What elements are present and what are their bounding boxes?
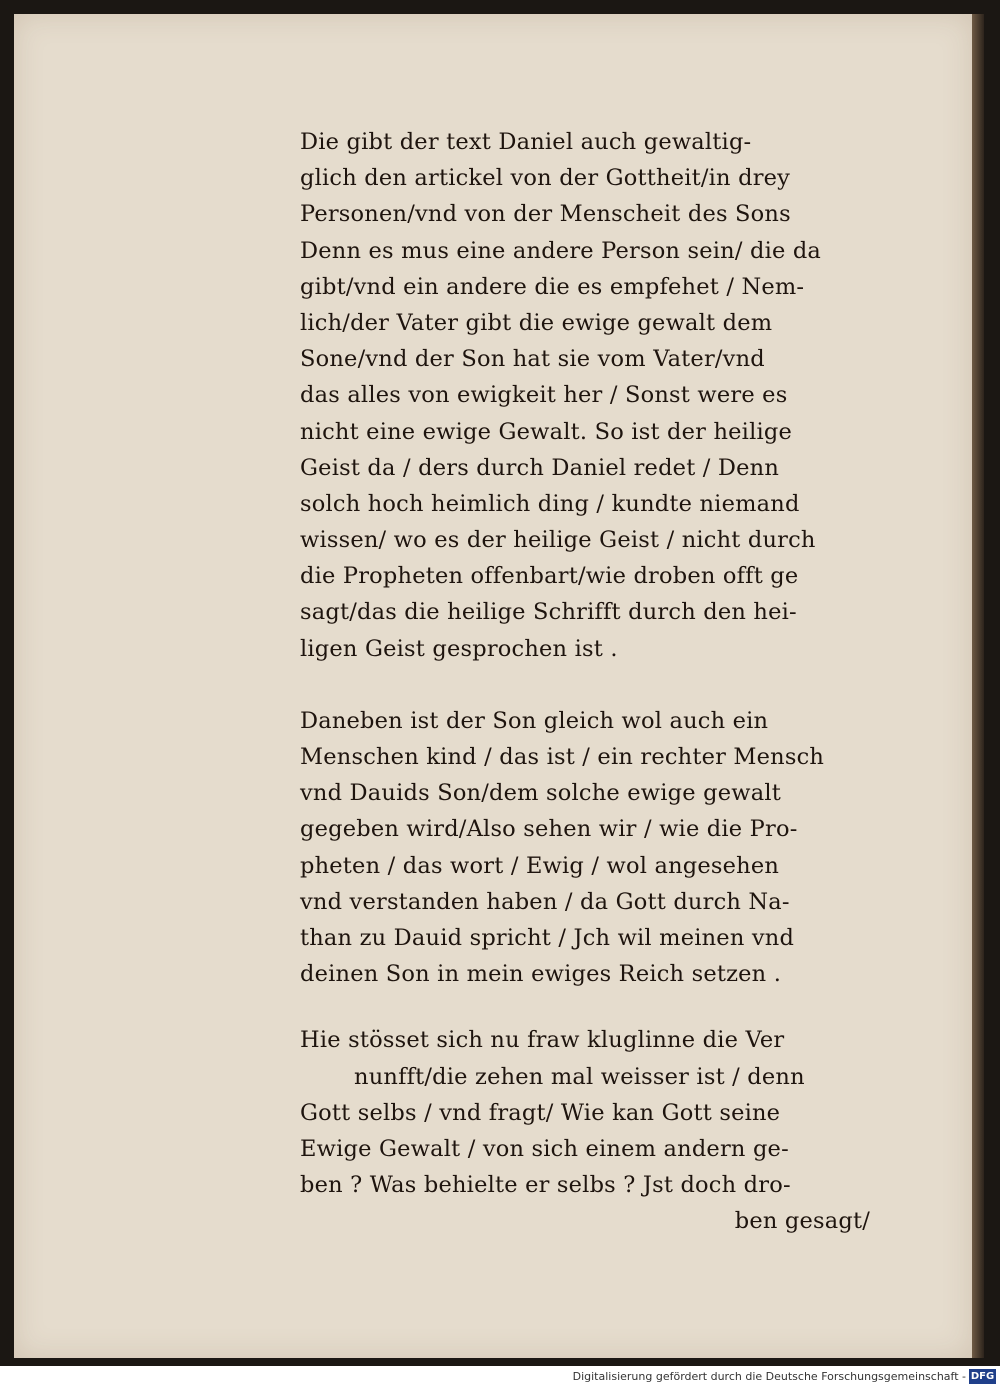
text-line: Personen/vnd von der Menscheit des Sons	[300, 201, 791, 228]
text-line: Denn es mus eine andere Person sein/ die da	[300, 237, 822, 264]
text-line: Ewige Gewalt / von sich einem andern ge-	[300, 1135, 789, 1162]
text-line: sagt/das die heilige Schrifft durch den hei-	[300, 599, 797, 626]
funding-credit: Digitalisierung gefördert durch die Deutsche Forschungsgemeinschaft -	[572, 1370, 966, 1383]
text-line: gegeben wird/Also sehen wir / wie die Pro-	[300, 816, 798, 843]
text-line: wissen/ wo es der heilige Geist / nicht durch	[300, 527, 816, 554]
text-line: vnd Dauids Son/dem solche ewige gewalt	[300, 780, 781, 807]
text-line: Hie stösset sich nu fraw kluglinne die Ver	[300, 1027, 785, 1054]
dfg-logo-icon: DFG	[970, 1371, 995, 1382]
text-line: Die gibt der text Daniel auch gewaltig-	[300, 129, 752, 155]
text-line: pheten / das wort / Ewig / wol angesehen	[300, 852, 780, 879]
text-line: Gott selbs / vnd fragt/ Wie kan Gott seine	[300, 1099, 781, 1126]
text-line: lich/der Vater gibt die ewige gewalt dem	[300, 309, 773, 336]
text-line: Sone/vnd der Son hat sie vom Vater/vnd	[300, 346, 765, 373]
catchword: ben gesagt/	[734, 1208, 870, 1235]
text-line: Menschen kind / das ist / ein rechter Mensch	[300, 744, 825, 770]
text-line: nicht eine ewige Gewalt. So ist der heilige	[300, 418, 792, 445]
text-line: glich den artickel von der Gottheit/in drey	[300, 165, 791, 192]
paragraph-1	[300, 124, 900, 667]
paragraph-2	[300, 703, 900, 993]
text-line: ligen Geist gesprochen ist .	[300, 635, 618, 662]
text-line: die Propheten offenbart/wie droben offt ge	[300, 563, 799, 590]
text-line: Daneben ist der Son gleich wol auch ein	[300, 707, 769, 734]
text-line: ben ? Was behielte er selbs ? Jst doch dro-	[300, 1172, 791, 1199]
text-line: vnd verstanden haben / da Gott durch Na-	[300, 888, 790, 915]
text-line: das alles von ewigkeit her / Sonst were es	[300, 382, 788, 409]
text-block	[300, 124, 900, 1239]
page-edge	[972, 14, 984, 1358]
text-line: deinen Son in mein ewiges Reich setzen .	[300, 961, 782, 988]
text-line: than zu Dauid spricht / Jch wil meinen vnd	[300, 924, 795, 951]
text-line: gibt/vnd ein andere die es empfehet / Nem-	[300, 273, 805, 300]
text-line: nunfft/die zehen mal weisser ist / denn	[354, 1063, 805, 1090]
paragraph-3	[300, 1022, 900, 1239]
text-line: solch hoch heimlich ding / kundte niemand	[300, 490, 800, 517]
text-line: Geist da / ders durch Daniel redet / Denn	[300, 454, 780, 481]
